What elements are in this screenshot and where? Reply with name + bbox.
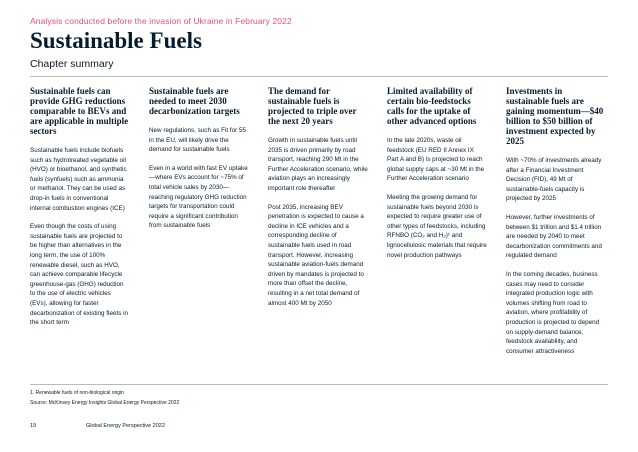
column-paragraph: In the coming decades, business cases may need to consider integrated production logic with volumes shifting from road to aviation, where profitability of production is projected to depend on supply-demand balance, feedstock availability, and consumer attractiveness (506, 270, 600, 355)
column-1 (30, 86, 130, 337)
column-heading: Sustainable fuels can provide GHG reductions comparable to BEVs and are applicable in multiple sectors (30, 86, 129, 136)
column-paragraph: Sustainable fuels include biofuels such as hydrotreated vegetable oil (HVO) or bioethanol, and synthetic fuels (synfuels) such as ammonia or methanol. They can be used as drop-in fuels in conventional internal combustion engines (ICE) (30, 147, 127, 212)
source-note: Source: McKinsey Energy Insights Global Energy Perspective 2022 (30, 400, 180, 406)
column-paragraph: Growth in sustainable fuels until 2035 is driven primarily by road transport, reaching 290 Mt in the Further Acceleration scenario, while aviation plays an increasingly important role thereafter (268, 137, 368, 192)
column-heading: Sustainable fuels are needed to meet 2030 decarbonization targets (149, 86, 240, 116)
chapter-subtitle: Chapter summary (30, 58, 114, 70)
column-paragraph: Even though the costs of using sustainable fuels are projected to be higher than alternatives in the long term, the use of 100% renewable diesel, such as HVO, can achieve comparable lifecycle greenhouse-gas (GHG) reduction to the use of electric vehicles (EVs), allowing for faster decarbonization of existing fleets in the short term (30, 223, 129, 327)
column-paragraph: With ~70% of investments already after a Financial Investment Decision (FID), 49 Mt of sustainable-fuels capacity is projected by 2025 (506, 157, 602, 203)
footer-divider (30, 384, 608, 385)
column-heading: The demand for sustainable fuels is projected to triple over the next 20 years (268, 86, 357, 126)
report-name: Global Energy Perspective 2022 (86, 423, 165, 429)
column-heading: Investments in sustainable fuels are gaining momentum—$40 billion to $50 billion of investment expected by 2025 (506, 86, 604, 146)
column-5 (506, 86, 606, 365)
page-number: 19 (30, 423, 37, 429)
column-heading: Limited availability of certain bio-feedstocks calls for the uptake of other advanced options (387, 86, 477, 126)
column-paragraph: New regulations, such as Fit for 55 in the EU, will likely drive the demand for sustainable fuels (149, 127, 246, 154)
column-paragraph: However, further investments of between $1 trillion and $1.4 trillion are needed by 2040 to meet decarbonization commitments and regulated demand (506, 213, 602, 260)
column-4 (387, 86, 487, 269)
footnote: 1. Renewable fuels of non-biological origin (30, 390, 124, 396)
analysis-note: Analysis conducted before the invasion of Ukraine in February 2022 (30, 16, 292, 26)
column-paragraph: Even in a world with fast EV uptake—where EVs account for ~75% of total vehicle sales by 2030—reaching regulatory GHG reduction targets for transportation could require a significant contribution from sustainable fuels (149, 164, 248, 230)
page-title: Sustainable Fuels (30, 28, 202, 53)
column-paragraph: Post 2035, increasing BEV penetration is expected to cause a decline in ICE vehicles and a corresponding decline of sustainable fuels used in road transport. However, increasing sustainable aviation-fuels demand driven by mandates is projected to more than offset the decline, resulting in a net total demand of almost 400 Mt by 2050 (268, 203, 364, 307)
column-3 (268, 86, 368, 317)
column-paragraph: Meeting the growing demand for sustainable fuels beyond 2030 is expected to require greater use of other types of feedstocks, including RFNBO (CO₂ and H₂)¹ and lignocellulosic materials that require novel production pathways (387, 193, 487, 259)
header-divider (30, 76, 608, 77)
column-2 (149, 86, 249, 240)
column-paragraph: In the late 2020s, waste oil feedstock (EU RED II Annex IX Part A and B) is projected to reach global supply caps at ~30 Mt in the Further Acceleration scenario (387, 137, 485, 183)
